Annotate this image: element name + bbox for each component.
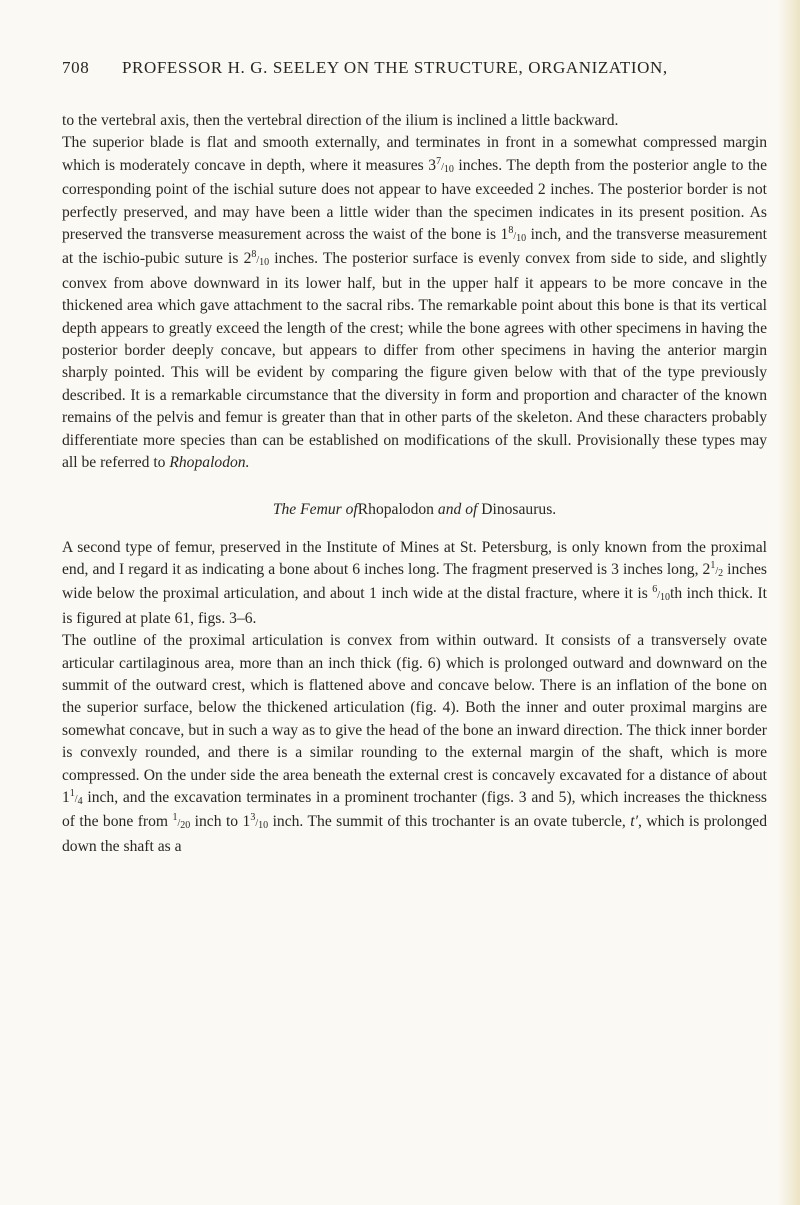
page-number: 708 — [62, 58, 90, 77]
genus-name: Rhopalodon. — [169, 454, 250, 472]
fraction-denominator: 10 — [516, 233, 527, 245]
running-title: PROFESSOR H. G. SEELEY ON THE STRUCTURE, ORGANIZATION, — [122, 58, 668, 77]
fraction-numerator: 1 — [710, 559, 716, 571]
fraction-denominator: 10 — [259, 257, 270, 269]
heading-part: Dinosaurus. — [481, 500, 557, 518]
fraction-denominator: 4 — [77, 795, 83, 807]
paragraph — [62, 537, 767, 631]
fraction-numerator: 1 — [172, 812, 178, 824]
fraction-numerator: 7 — [436, 155, 442, 167]
fraction-numerator: 8 — [251, 249, 257, 261]
page — [62, 58, 767, 858]
text-run: inch. The summit of this trochanter is an ovate tubercle, — [268, 813, 631, 831]
body-text — [62, 110, 767, 475]
body-text-2 — [62, 537, 767, 859]
fraction-denominator: 10 — [660, 592, 671, 604]
fraction-numerator: 6 — [652, 584, 658, 596]
fraction: 3/10 — [250, 812, 269, 832]
running-head — [62, 58, 767, 88]
fraction-denominator: 10 — [258, 820, 269, 832]
figure-label: t′ — [630, 813, 639, 831]
text-run: inch to 1 — [190, 813, 251, 831]
heading-part: The Femur — [272, 500, 342, 518]
text-run: inches. The posterior surface is evenly convex from side to side, and slightly convex from above downward in its lower half, but in the upper half it appears to be more concave in the thickened area which gave attachment to the sacral ribs. The remarkable point about this bone is that its vertical depth appears to greatly exceed the length of the crest; while the bone agrees with other specimens in having the posterior border deeply concave, but appears to differ from other specimens in having the anterior margin sharply pointed. This will be evident by comparing the figure given below with that of the type previously described. It is a remarkable circumstance that the diversity in form and proportion and character of the known remains of the pelvis and femur is greater than that in other parts of the skeleton. And these characters probably differentiate more species than can be established on modifications of the skull. Provisionally these types may all be referred to — [62, 250, 767, 472]
text-run: The outline of the proximal articulation is convex from within outward. It consists of a transversely ovate articular cartilaginous area, more than an inch thick (fig. 6) which is prolonged outward and downward on the summit of the outward crest, which is flattened above and concave below. There is an inflation of the bone on the superior surface, below the thickened articulation (fig. 4). Both the inner and outer proximal margins are somewhat concave, but in such a way as to give the head of the bone an inward direction. The thick inner border is convexly rounded, and there is a similar rounding to the external margin of the shaft, which is more compressed. On the under side the area beneath the external crest is concavely excavated for a distance of about 1 — [62, 632, 767, 806]
fraction-numerator: 1 — [69, 787, 75, 799]
heading-part: of — [345, 500, 358, 518]
fraction: 8/10 — [251, 249, 270, 269]
fraction-denominator: 10 — [443, 163, 454, 175]
paragraph — [62, 630, 767, 858]
fraction-denominator: 20 — [180, 820, 191, 832]
fraction: 1/20 — [172, 812, 191, 832]
fraction: 8/10 — [508, 225, 527, 245]
fraction: 7/10 — [436, 155, 454, 175]
text-run: , which is prolonged down the shaft as a — [62, 813, 767, 855]
text-run: to the vertebral axis, then the vertebral direction of the ilium is inclined a little backward. — [62, 112, 619, 129]
text-run: th inch thick. It is figured at plate 61, figs. 3–6. — [62, 585, 767, 627]
heading-part: Rhopalodon — [357, 500, 434, 518]
heading-part: of — [465, 500, 478, 518]
text-run: inches wide below the proximal articulation, and about 1 inch wide at the distal fracture, where it is — [62, 560, 767, 603]
paragraph — [62, 110, 767, 132]
fraction-numerator: 8 — [508, 225, 514, 237]
page-edge-shadow — [778, 0, 800, 1205]
fraction: 6/10 — [652, 584, 671, 604]
fraction: 1/2 — [710, 559, 724, 579]
fraction: 1/4 — [69, 787, 83, 807]
text-run: inch, and the excavation terminates in a prominent trochanter (figs. 3 and 5), which increases the thickness of the bone from — [62, 788, 767, 831]
heading-part: and — [437, 500, 462, 518]
text-run: inches. The depth from the posterior angle to the corresponding point of the ischial suture does not appear to have exceeded 2 inches. The posterior border is not perfectly preserved, and may have been a little wider than the specimen indicates in its present position. As preserved the transverse measurement across the waist of the bone is 1 — [62, 156, 768, 244]
paragraph — [62, 132, 767, 474]
fraction-numerator: 3 — [250, 812, 256, 824]
fraction-denominator: 2 — [718, 567, 724, 579]
text-run: A second type of femur, preserved in the Institute of Mines at St. Petersburg, is only known from the proximal end, and I regard it as indicating a bone about 6 inches long. The fragment preserved is 3 inches long, 2 — [62, 538, 767, 578]
text-run: inch, and the transverse measurement at the ischio-pubic suture is 2 — [62, 226, 768, 268]
text-run: The superior blade is flat and smooth externally, and terminates in front in a somewhat compressed margin which is moderately concave in depth, where it measures 3 — [62, 134, 767, 174]
section-heading — [62, 501, 767, 519]
